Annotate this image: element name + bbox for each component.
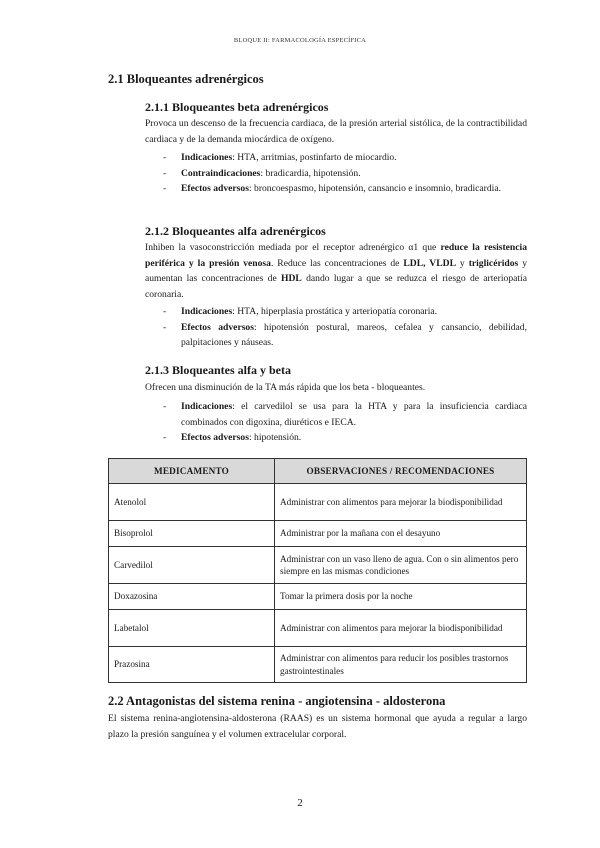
note-cell: Tomar la primera dosis por la noche bbox=[275, 584, 527, 610]
section-2-1-1-title: 2.1.1 Bloqueantes beta adrenérgicos bbox=[145, 100, 329, 114]
drug-cell: Doxazosina bbox=[109, 584, 275, 610]
table-row bbox=[109, 584, 527, 610]
table-header-row bbox=[109, 459, 527, 484]
section-2-1-2-intro: Inhiben la vasoconstricción mediada por el receptor adrenérgico α1 que reduce la resistencia periférica y la presión venosa. Reduce las concentraciones de LDL, VLDL y triglicéridos y aumentan las concentraciones de HDL dando lugar a que se reduzca el riesgo de arteriopatía coronaria. bbox=[145, 242, 528, 300]
drug-cell: Labetalol bbox=[109, 610, 275, 647]
drug-cell: Atenolol bbox=[109, 484, 275, 521]
list-item: - Indicaciones: HTA, hiperplasia prostática y arteriopatía coronaria. bbox=[163, 306, 438, 317]
table-row bbox=[109, 521, 527, 547]
drug-cell: Prazosina bbox=[109, 647, 275, 683]
drug-cell: Carvedilol bbox=[109, 547, 275, 584]
list-item: - Efectos adversos: hipotensión. bbox=[163, 432, 302, 443]
section-2-1-2-title: 2.1.2 Bloqueantes alfa adrenérgicos bbox=[145, 224, 326, 238]
note-cell: Administrar con alimentos para mejorar la biodisponibilidad bbox=[275, 610, 527, 647]
section-2-1-1-intro: Provoca un descenso de la frecuencia cardiaca, de la presión arterial sistólica, de la contractibilidad cardiaca y de la demanda miocárdica de oxígeno. bbox=[145, 118, 527, 145]
table-row bbox=[109, 647, 527, 683]
note-cell: Administrar con alimentos para mejorar la biodisponibilidad bbox=[275, 484, 527, 521]
section-2-1-2-bullets bbox=[163, 304, 527, 351]
section-2-2-title: 2.2 Antagonistas del sistema renina - angiotensina - aldosterona bbox=[108, 694, 446, 708]
note-cell: Administrar con un vaso lleno de agua. Con o sin alimentos pero siempre en las mismas condiciones bbox=[275, 547, 527, 584]
page-number: 2 bbox=[297, 797, 303, 809]
list-item: - Indicaciones: HTA, arritmias, postinfarto de miocardio. bbox=[163, 152, 397, 163]
column-header-observaciones: OBSERVACIONES / RECOMENDACIONES bbox=[275, 459, 527, 484]
section-2-1-3-intro: Ofrecen una disminución de la TA más rápida que los beta - bloqueantes. bbox=[145, 382, 426, 393]
list-item: - Contraindicaciones: bradicardia, hipotensión. bbox=[163, 167, 361, 179]
list-item: - Efectos adversos: hipotensión postural, mareos, cefalea y cansancio, debilidad, palpitaciones y náuseas. bbox=[163, 321, 527, 348]
section-2-1-3-bullets bbox=[163, 399, 527, 446]
running-header: BLOQUE II: FARMACOLOGÍA ESPECÍFICA bbox=[233, 37, 367, 44]
column-header-medicamento: MEDICAMENTO bbox=[109, 459, 275, 484]
table-row bbox=[109, 610, 527, 647]
list-item: - Efectos adversos: broncoespasmo, hipotensión, cansancio e insomnio, bradicardia. bbox=[163, 183, 501, 194]
section-2-1-1-bullets bbox=[163, 150, 527, 197]
table-row bbox=[109, 547, 527, 584]
section-2-1-3-title: 2.1.3 Bloqueantes alfa y beta bbox=[145, 363, 292, 377]
note-cell: Administrar con alimentos para reducir los posibles trastornos gastrointestinales bbox=[275, 647, 527, 683]
note-cell: Administrar por la mañana con el desayuno bbox=[275, 521, 527, 547]
section-2-1-title: 2.1 Bloqueantes adrenérgicos bbox=[108, 72, 264, 86]
list-item: - Indicaciones: el carvedilol se usa para la HTA y para la insuficiencia cardiaca combinados con digoxina, diuréticos e IECA. bbox=[163, 401, 527, 428]
medication-table bbox=[108, 458, 527, 683]
table-row bbox=[109, 484, 527, 521]
drug-cell: Bisoprolol bbox=[109, 521, 275, 547]
section-2-2-intro: El sistema renina-angiotensina-aldosterona (RAAS) es un sistema hormonal que ayuda a regular a largo plazo la presión sanguínea y el volumen extracelular corporal. bbox=[108, 713, 527, 740]
